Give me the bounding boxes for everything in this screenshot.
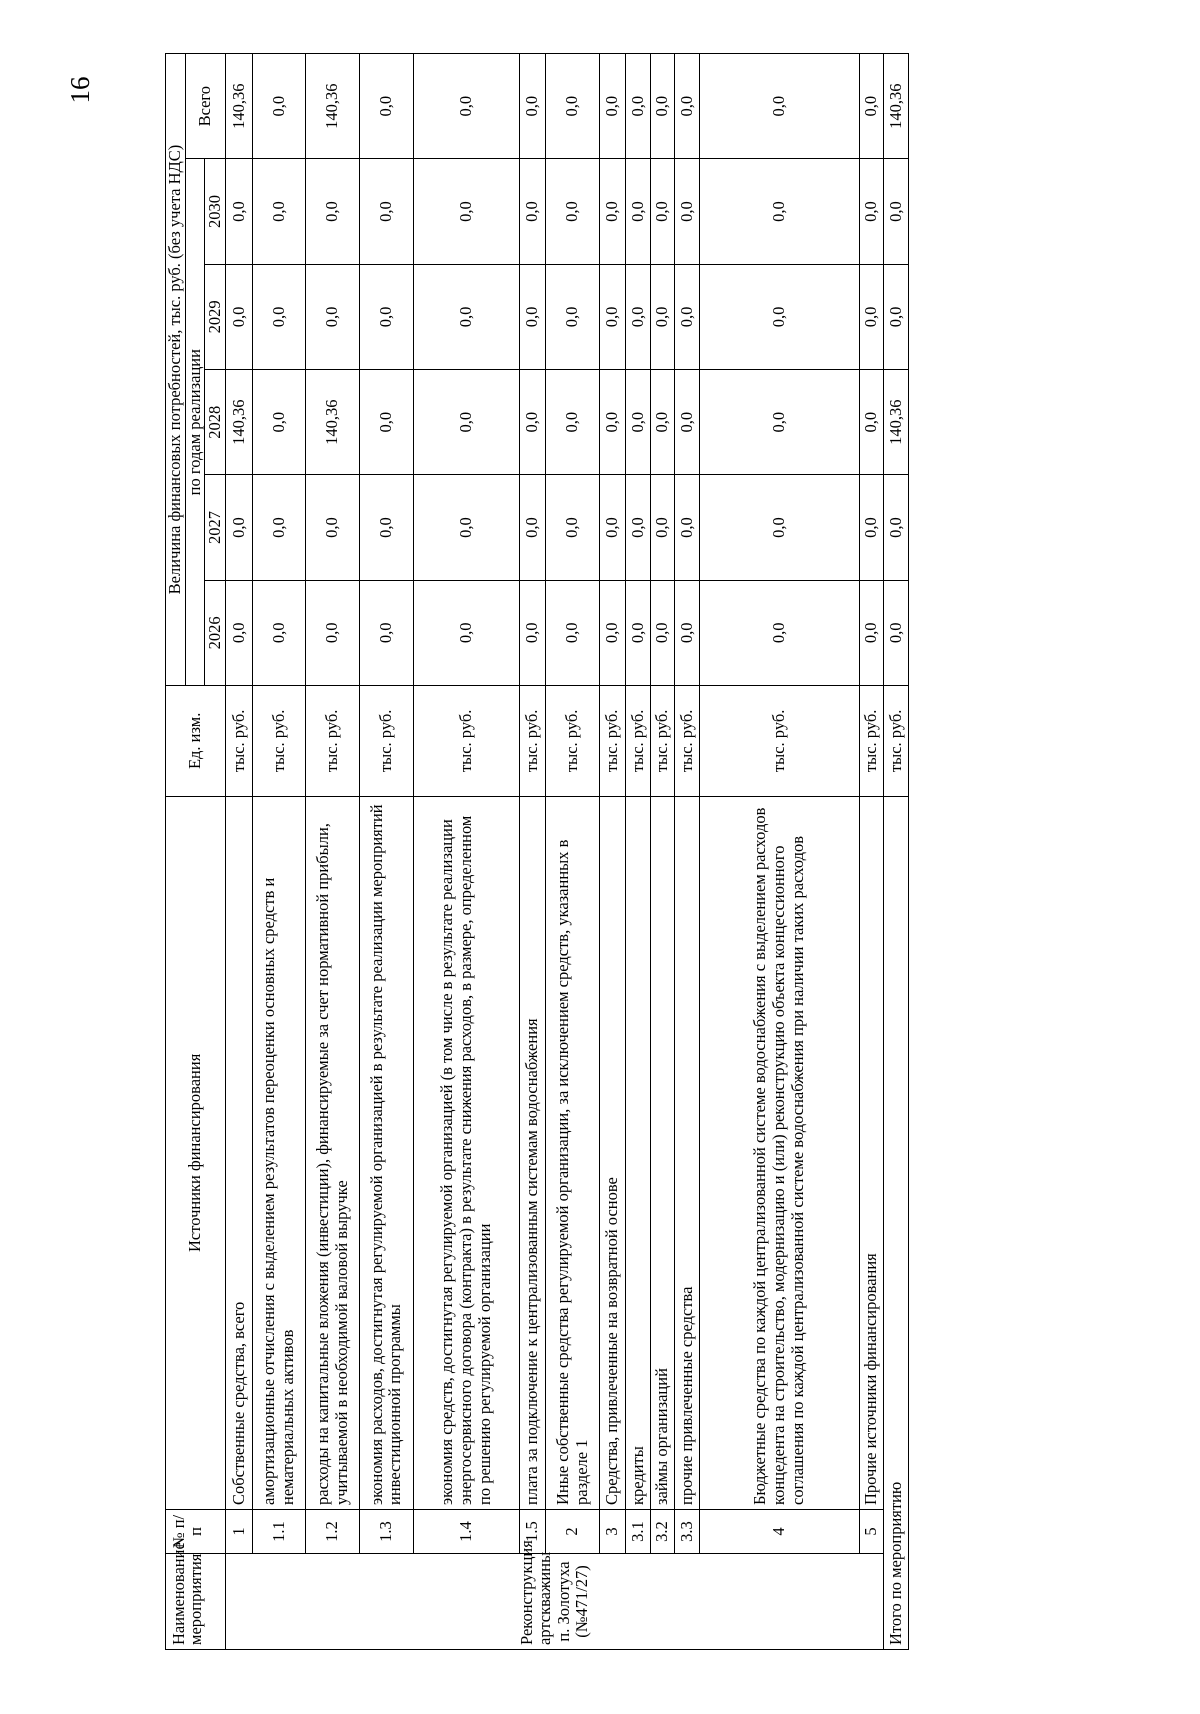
header-unit: Ед. изм. [166,686,226,797]
row-value: 0,0 [359,159,413,264]
row-value: 0,0 [599,370,625,475]
row-source: Бюджетные средства по каждой централизованной системе водоснабжения с выделением расходов концедента на строительство, модернизацию и (или) реконструкцию объекта концессионного соглашения по каждой централизованной системе водоснабжения при наличии таких расходов [699,796,859,1509]
row-unit: тыс. руб. [359,686,413,797]
row-value: 0,0 [599,475,625,580]
row-value: 0,0 [675,264,700,369]
row-source: плата за подключение к централизованным системам водоснабжения [519,796,545,1509]
total-label: Итого по мероприятию [884,796,909,1649]
row-value: 0,0 [650,370,675,475]
row-num: 1.5 [519,1510,545,1554]
row-value: 0,0 [675,159,700,264]
row-value: 0,0 [599,264,625,369]
row-unit: тыс. руб. [650,686,675,797]
row-value: 0,0 [252,264,306,369]
row-value: 0,0 [413,370,519,475]
table-row [675,54,700,1650]
row-value: 0,0 [519,475,545,580]
row-value: 0,0 [519,159,545,264]
row-unit: тыс. руб. [626,686,651,797]
table-row [252,54,306,1650]
row-source: экономия средств, достигнутая регулируемой организацией (в том числе в результате реализации энергосервисного договора (контракта) в результате снижения расходов, в размере, определенном по решению регулируемой организации [413,796,519,1509]
row-source: займы организаций [650,796,675,1509]
row-source: прочие привлеченные средства [675,796,700,1509]
row-value: 0,0 [650,475,675,580]
total-value: 0,0 [884,475,909,580]
row-num: 3.1 [626,1510,651,1554]
row-value: 0,0 [859,54,884,159]
header-magnitude: Величина финансовых потребностей, тыс. руб. (без учета НДС) [166,54,186,686]
row-value: 0,0 [413,159,519,264]
row-value: 0,0 [546,54,600,159]
row-value: 0,0 [226,264,252,369]
row-value: 0,0 [699,264,859,369]
row-source: амортизационные отчисления с выделением результатов переоценки основных средств и нематериальных активов [252,796,306,1509]
row-num: 3.2 [650,1510,675,1554]
row-source: расходы на капитальные вложения (инвестиции), финансируемые за счет нормативной прибыли, учитываемой в необходимой валовой выручке [306,796,360,1509]
row-value: 0,0 [226,159,252,264]
row-source: экономия расходов, достигнутая регулируемой организацией в результате реализации мероприятий инвестиционной программы [359,796,413,1509]
row-num: 1.3 [359,1510,413,1554]
row-value: 0,0 [650,54,675,159]
row-num: 1.4 [413,1510,519,1554]
row-unit: тыс. руб. [306,686,360,797]
row-value: 0,0 [546,475,600,580]
row-num: 1 [226,1510,252,1554]
row-value: 0,0 [675,370,700,475]
event-name: Реконструкция артскважины п. Золотуха (№471/27) [226,1554,884,1650]
row-value: 0,0 [546,159,600,264]
row-value: 0,0 [519,580,545,685]
row-value: 140,36 [306,370,360,475]
row-value: 0,0 [650,264,675,369]
row-unit: тыс. руб. [252,686,306,797]
row-value: 0,0 [359,475,413,580]
header-year: 2030 [205,159,226,264]
table-row [546,54,600,1650]
table-row [226,54,252,1650]
row-value: 0,0 [699,159,859,264]
row-value: 140,36 [226,54,252,159]
row-value: 0,0 [359,370,413,475]
total-unit: тыс. руб. [884,686,909,797]
row-value: 0,0 [306,264,360,369]
row-num: 3 [599,1510,625,1554]
row-value: 0,0 [675,54,700,159]
header-source: Источники финансирования [166,796,226,1509]
row-value: 0,0 [859,370,884,475]
total-value: 0,0 [884,264,909,369]
row-value: 0,0 [626,580,651,685]
total-row [884,54,909,1650]
row-value: 0,0 [599,159,625,264]
row-value: 0,0 [599,580,625,685]
row-value: 0,0 [650,159,675,264]
row-value: 0,0 [699,370,859,475]
row-value: 0,0 [413,475,519,580]
header-year: 2029 [205,264,226,369]
row-value: 0,0 [859,580,884,685]
row-value: 0,0 [546,580,600,685]
row-value: 0,0 [252,580,306,685]
header-year: 2026 [205,580,226,685]
row-source: Средства, привлеченные на возвратной основе [599,796,625,1509]
table-row [359,54,413,1650]
row-num: 3.3 [675,1510,700,1554]
financing-table [165,53,909,1650]
row-value: 0,0 [699,475,859,580]
row-unit: тыс. руб. [699,686,859,797]
total-value: 140,36 [884,54,909,159]
table-row [306,54,360,1650]
table-row [626,54,651,1650]
row-unit: тыс. руб. [519,686,545,797]
row-value: 140,36 [306,54,360,159]
header-by-years: по годам реализации [185,159,205,686]
row-value: 140,36 [226,370,252,475]
row-value: 0,0 [859,475,884,580]
row-value: 0,0 [599,54,625,159]
row-value: 0,0 [650,580,675,685]
row-unit: тыс. руб. [675,686,700,797]
row-value: 0,0 [626,159,651,264]
row-value: 0,0 [675,580,700,685]
row-value: 0,0 [519,54,545,159]
row-source: кредиты [626,796,651,1509]
row-num: 4 [699,1510,859,1554]
row-num: 2 [546,1510,600,1554]
row-value: 0,0 [546,264,600,369]
row-num: 1.2 [306,1510,360,1554]
row-value: 0,0 [306,475,360,580]
row-num: 5 [859,1510,884,1554]
row-value: 0,0 [546,370,600,475]
header-total: Всего [185,54,226,159]
table-row [413,54,519,1650]
row-value: 0,0 [252,475,306,580]
table-row [859,54,884,1650]
total-value: 0,0 [884,580,909,685]
total-value: 0,0 [884,159,909,264]
row-value: 0,0 [519,370,545,475]
row-value: 0,0 [675,475,700,580]
row-value: 0,0 [859,264,884,369]
header-num: № п/п [166,1510,226,1554]
row-value: 0,0 [226,475,252,580]
row-value: 0,0 [359,580,413,685]
row-value: 0,0 [699,580,859,685]
row-value: 0,0 [626,264,651,369]
row-source: Собственные средства, всего [226,796,252,1509]
row-value: 0,0 [626,370,651,475]
row-value: 0,0 [413,580,519,685]
row-value: 0,0 [859,159,884,264]
row-value: 0,0 [252,54,306,159]
row-unit: тыс. руб. [546,686,600,797]
row-unit: тыс. руб. [413,686,519,797]
table-row [519,54,545,1650]
header-year: 2028 [205,370,226,475]
row-value: 0,0 [359,54,413,159]
table-row [599,54,625,1650]
table-body [226,54,909,1650]
row-value: 0,0 [252,370,306,475]
row-source: Прочие источники финансирования [859,796,884,1509]
row-unit: тыс. руб. [859,686,884,797]
row-value: 0,0 [626,54,651,159]
row-value: 0,0 [413,54,519,159]
row-num: 1.1 [252,1510,306,1554]
row-value: 0,0 [306,580,360,685]
row-value: 0,0 [226,580,252,685]
row-unit: тыс. руб. [599,686,625,797]
header-event-name: Наименование мероприятия [166,1554,226,1650]
page-number: 16 [65,76,95,104]
table-row [650,54,675,1650]
row-value: 0,0 [413,264,519,369]
row-value: 0,0 [519,264,545,369]
row-value: 0,0 [699,54,859,159]
row-value: 0,0 [626,475,651,580]
header-year: 2027 [205,475,226,580]
row-value: 0,0 [252,159,306,264]
row-value: 0,0 [306,159,360,264]
table-row [699,54,859,1650]
row-unit: тыс. руб. [226,686,252,797]
total-value: 140,36 [884,370,909,475]
row-source: Иные собственные средства регулируемой организации, за исключением средств, указанных в разделе 1 [546,796,600,1509]
row-value: 0,0 [359,264,413,369]
rotated-table-container [165,53,909,1650]
